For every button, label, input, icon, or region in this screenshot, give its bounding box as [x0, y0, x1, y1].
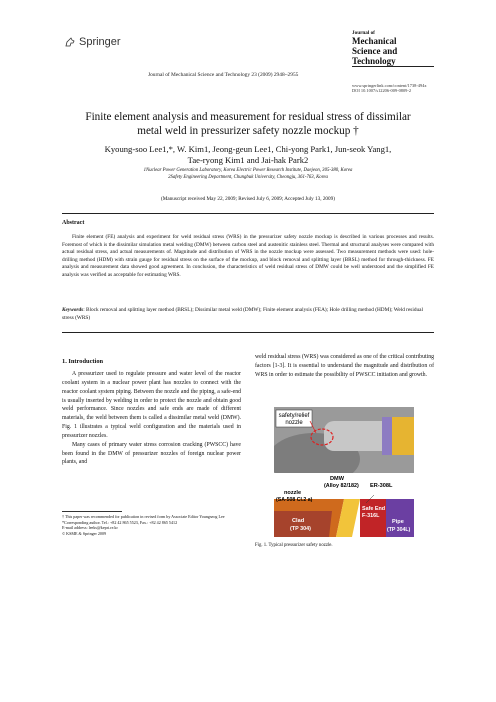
footnote-3: E-mail address: leeks@kepri.re.kr	[62, 525, 118, 531]
authors-line-1: Kyoung-soo Lee1,*, W. Kim1, Jeong-geun Lee1, Chi-yong Park1, Jun-seok Yang1,	[104, 144, 392, 154]
journal-box	[352, 30, 434, 67]
keywords-text: : Block removal and splitting layer method (BRSL); Dissimilar metal weld (DMW); Finite element analysis (FEA); Hole drilling method (HDM); Weld residual stress (WRS)	[62, 307, 423, 321]
pipe-band	[392, 417, 414, 455]
label-safe-end: Safe End	[362, 506, 386, 512]
label-tp304l: (TP 304L)	[387, 527, 411, 533]
label-f316: F-316L	[362, 513, 380, 519]
footnote-2: *Corresponding author. Tel.: +82 42 865 5523, Fax.: +82 42 865 5412	[62, 519, 178, 525]
paper-title	[60, 110, 436, 138]
safety-label: safety/relief	[278, 413, 310, 419]
horse-icon	[64, 37, 76, 48]
nozzle-figure	[274, 407, 414, 537]
received-dates: (Manuscript received May 22, 2009; Revised July 6, 2009; Accepted July 13, 2009)	[161, 196, 335, 202]
publisher-name: Springer	[79, 36, 121, 48]
label-sa: (SA-508 Cl.2 a)	[276, 497, 313, 503]
intro-paragraph-1: A pressurizer used to regulate pressure and water level of the reactor coolant system in a nuclear power plant has nozzles to connect with the reactor coolant system piping. Between the nozzle and the piping, a safe-end is usually inserted by welding in order to protect the nozzle and obtain good weld performance. Since nozzles and safe ends are made of different materials, the weld between them is called a dissimilar metal weld (DMW). Fig. 1 illustrates a typical weld configuration and the materials used in pressurizer nozzles.	[62, 371, 241, 439]
footnote-rule	[62, 511, 122, 512]
label-er: ER-308L	[370, 483, 393, 489]
abstract-text: Finite element (FE) analysis and experiment for weld residual stress (WRS) in the pressurizer safety nozzle mockup is described in various processes and results. Foremost of which is the dissimilar simulation metal welding (DMW) between carbon steel and austenitic stainless steel. Thermal and structural analyses were compared with actual residual stress, and actual measurements of. Magnitude and distribution of WRS in the nozzle mockup were assessed. Two measurement methods were used: hole-drilling method (HDM) with strain gauge for residual stress on the surface of the mockup, and block removal and splitting layer (BRSL) method for through-thickness. FE analysis and measurement data showed good agreement. In conclusion, the characteristics of weld residual stress of DMW could be well understood and the simplified FE analysis was verified as acceptable for estimating WRS.	[62, 234, 434, 278]
clad-region	[274, 511, 332, 537]
affiliation-2: 2Safety Engineering Department, Chungbuk University, Cheongju, 361-763, Korea	[168, 174, 328, 180]
title-line-1: Finite element analysis and measurement for residual stress of dissimilar	[85, 111, 411, 123]
intro-col2	[255, 353, 434, 380]
label-dmw: DMW	[330, 476, 344, 482]
journal-of: Journal of	[352, 30, 375, 36]
intro-col1	[62, 370, 241, 467]
intro-paragraph-2: Many cases of primary water stress corrosion cracking (PWSCC) have been found in the DMW of pressurizer nozzles of foreign nuclear power plants, and	[62, 441, 241, 466]
journal-name-3: Technology	[352, 56, 396, 66]
title-line-2: metal weld in pressurizer safety nozzle mockup †	[137, 125, 359, 137]
journal-citation: Journal of Mechanical Science and Technology 23 (2009) 2948~2955	[148, 72, 299, 78]
authors	[70, 144, 426, 166]
abstract-heading: Abstract	[62, 220, 85, 226]
journal-url-block	[352, 83, 427, 94]
rule-bottom	[62, 332, 434, 333]
keywords-label: Keywords	[62, 307, 84, 313]
label-alloy: (Alloy 82/182)	[324, 483, 359, 489]
footnotes	[62, 514, 241, 536]
nozzle-label-top: nozzle	[285, 420, 303, 426]
footnote-4: © KSME & Springer 2009	[62, 530, 107, 536]
intro-paragraph-3: weld residual stress (WRS) was considered as one of the critical contributing factors [1-3]. It is essential to understand the magnitude and distribution of WRS in order to estimate the possibility of PWSCC initiation and growth.	[255, 354, 434, 378]
label-clad: Clad	[292, 518, 305, 524]
figure-caption: Fig. 1. Typical pressurizer safety nozzle.	[255, 543, 333, 548]
rule-top	[62, 213, 434, 214]
label-nozzle: nozzle	[284, 490, 302, 496]
authors-line-2: Tae-ryong Kim1 and Jai-hak Park2	[187, 155, 309, 165]
figure-1	[274, 407, 414, 537]
journal-name-2: Science and	[352, 46, 398, 56]
keywords	[62, 307, 434, 322]
journal-url[interactable]: www.springerlink.com/content/1738-494x	[352, 83, 427, 88]
footnote-1: † This paper was recommended for publication in revised form by Associate Editor Youngseog Lee	[62, 514, 225, 519]
journal-name-1: Mechanical	[352, 36, 397, 46]
doi: DOI 10.1007/s12206-009-0809-2	[352, 88, 412, 94]
springer-logo	[64, 36, 121, 48]
label-pipe: Pipe	[392, 519, 404, 525]
affiliation-1: 1Nuclear Power Generation Laboratory, Korea Electric Power Research Institute, Daejeon, 305-380, Korea	[143, 168, 353, 173]
intro-heading: 1. Introduction	[62, 358, 104, 365]
label-tp304: (TP 304)	[290, 526, 311, 532]
affiliations	[70, 168, 426, 181]
